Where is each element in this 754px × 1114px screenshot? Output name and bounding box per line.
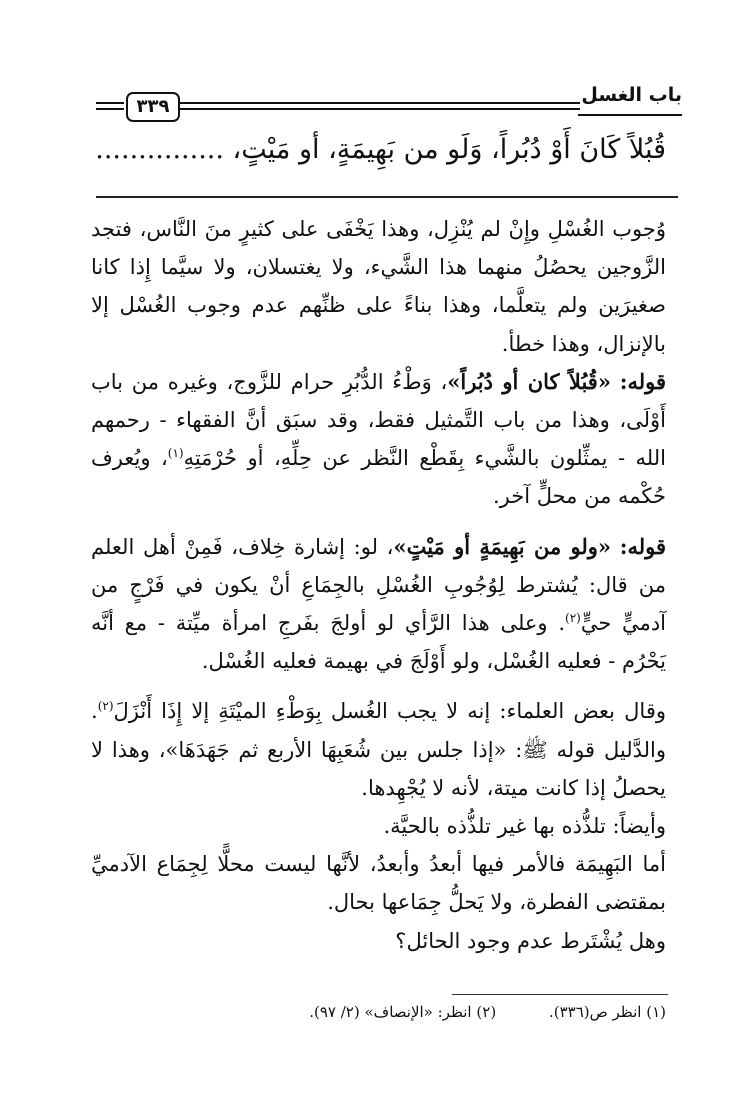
- matn-quote: «ولو من بَهِيمَةٍ أو مَيْتٍ»: [393, 533, 612, 559]
- footnote-number: (٢): [476, 1003, 497, 1021]
- header-rule-right-lower: [180, 108, 580, 110]
- matn-divider: [96, 196, 678, 198]
- paragraph: [91, 692, 666, 807]
- header-rule-under-title: [578, 114, 682, 116]
- page-number: ٣٣٩: [126, 92, 180, 122]
- footnote-item: [549, 1003, 666, 1021]
- footnote-text: انظر ص(٣٣٦).: [548, 1003, 642, 1021]
- header-rule-left: [96, 102, 124, 104]
- paragraph: وأيضاً: تلذُّذه بها غير تلذُّذه بالحيَّة.: [383, 814, 666, 839]
- matn-quote: «قُبُلاً كان أو دُبُراً»: [447, 368, 611, 394]
- paragraph-text: ، ويُعرف حُكْمه من محلٍّ آخر.: [91, 446, 666, 509]
- footnote-marker: (٢): [97, 699, 114, 714]
- paragraph-text: ، لو: إشارة خِلاف، فَمِنْ أهل العلم من قال: يُشترط لِوُجُوبِ الغُسْلِ بالجِمَاعِ أنْ يكون في فَرْجٍ من آدميٍّ حيٍّ: [91, 534, 666, 636]
- footnotes: [106, 1003, 666, 1021]
- footnote-divider: [452, 994, 668, 995]
- header-rule-right: [180, 102, 580, 104]
- qawl-label: قوله:: [619, 533, 666, 559]
- paragraph: [91, 363, 666, 516]
- paragraph-text: . وعلى هذا الرَّأي لو أولجَ بفَرجِ امرأة ميِّتة - مع أنَّه يَحْرُم - فعليه الغُسْل، ولو أَوْلَجَ في بهيمة فعليه الغُسْل.: [91, 611, 666, 674]
- paragraph-text: ، وَطْءُ الدُّبُرِ حرام للزَّوج، وغيره من باب أَوْلَى، وهذا من باب التَّمثيل فقط، وقد سبَق أنَّ الفقهاء - رحمهم الله - يمثِّلون بالشَّيء بِقَطْع النَّظر عن حِلِّهِ، أو حُرْمَتِهِ: [91, 369, 666, 471]
- footnote-item: [309, 1003, 496, 1021]
- footnote-text: انظر: «الإنصاف» (٢/ ٩٧).: [309, 1003, 472, 1021]
- matn-text: قُبُلاً كَانَ أَوْ دُبُراً، وَلَو من بَهِيمَةٍ، أو مَيْتٍ، ...............: [95, 134, 666, 165]
- footnote-marker: (٢): [565, 611, 581, 626]
- qawl-label: قوله:: [619, 368, 666, 394]
- footnote-number: (١): [646, 1003, 666, 1021]
- paragraph: [91, 528, 666, 681]
- footnote-marker: (١): [167, 446, 184, 461]
- paragraph: وُجوب الغُسْلِ وإِنْ لم يُنْزِل، وهذا يَخْفَى على كثيرٍ منَ النَّاس، فتجد الزَّوجين يحصُلُ منهما هذا الشَّيء، ولا يغتسلان، ولا سيَّما إِذا كانا صغيرَين ولم يتعلَّما، وهذا بناءً على ظنِّهم عدم وجوب الغُسْل إلا بالإنزال، وهذا خطأ.: [91, 217, 666, 356]
- page-header: [96, 80, 682, 124]
- commentary-body: [91, 210, 666, 960]
- paragraph: وهل يُشْتَرط عدم وجود الحائل؟: [395, 928, 666, 953]
- paragraph: أما البَهِيمَة فالأمر فيها أبعدُ وأبعدُ، لأنَّها ليست محلًّا لِجِمَاع الآدميِّ بمقتضى الفطرة، ولا يَحلُّ جِمَاعها بحال.: [91, 852, 666, 915]
- paragraph-text: . والدَّليل قوله ﷺ: «إذا جلس بين شُعَبِهَا الأربع ثم جَهَدَهَا»، وهذا لا يحصلُ إذا كانت ميتة، لأنه لا يُجْهِدها.: [91, 699, 666, 800]
- header-rule-left-lower: [96, 108, 124, 110]
- chapter-title: باب الغسل: [581, 84, 682, 106]
- paragraph-text: وقال بعض العلماء: إنه لا يجب الغُسل بِوَطْءِ الميْتَةِ إلا إِذَا أَنْزَلَ: [113, 699, 666, 724]
